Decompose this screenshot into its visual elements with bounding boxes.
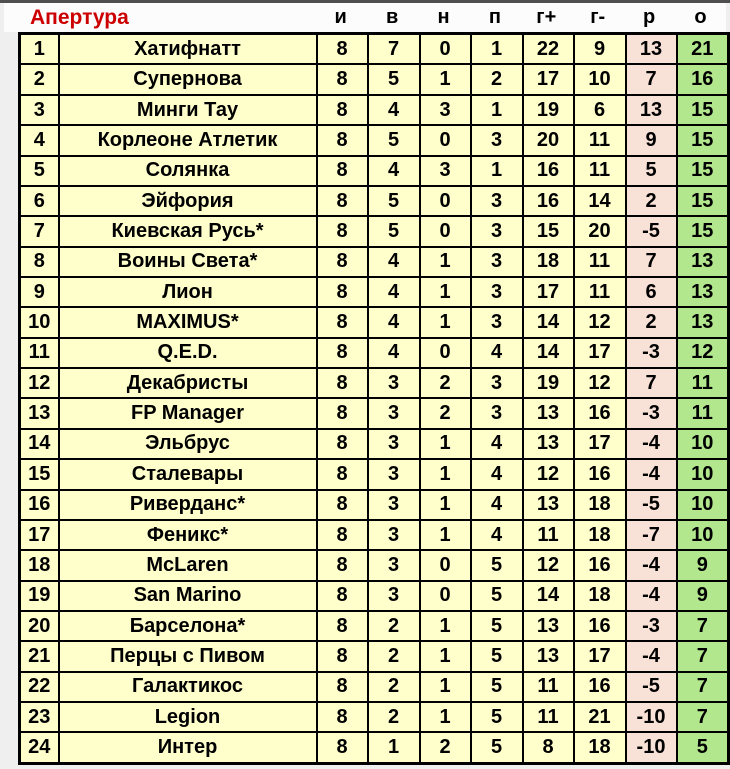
wins-cell: 1 [368, 732, 420, 763]
rank-cell: 7 [20, 216, 59, 246]
games-cell: 8 [317, 277, 368, 307]
goal-diff-cell: -4 [626, 550, 677, 580]
goal-diff-cell: -3 [626, 398, 677, 428]
wins-cell: 2 [368, 672, 420, 702]
goals-against-cell: 11 [574, 277, 626, 307]
wins-cell: 5 [368, 186, 420, 216]
draws-cell: 1 [420, 64, 471, 94]
goals-for-cell: 13 [523, 490, 574, 520]
goals-against-cell: 18 [574, 732, 626, 763]
goals-for-cell: 22 [523, 34, 574, 65]
goal-diff-cell: 9 [626, 125, 677, 155]
goal-diff-cell: -3 [626, 611, 677, 641]
points-cell: 9 [677, 550, 729, 580]
goals-against-cell: 18 [574, 490, 626, 520]
team-name-cell: Галактикос [59, 672, 317, 702]
draws-cell: 2 [420, 368, 471, 398]
standings-body [20, 34, 729, 764]
losses-cell: 3 [471, 125, 523, 155]
goals-for-cell: 11 [523, 702, 574, 732]
goals-against-cell: 6 [574, 95, 626, 125]
rank-cell: 8 [20, 247, 59, 277]
losses-cell: 4 [471, 459, 523, 489]
games-cell: 8 [317, 702, 368, 732]
points-cell: 16 [677, 64, 729, 94]
table-row [20, 95, 729, 125]
table-row [20, 702, 729, 732]
games-cell: 8 [317, 520, 368, 550]
rank-cell: 24 [20, 732, 59, 763]
goals-against-cell: 11 [574, 156, 626, 186]
points-cell: 9 [677, 581, 729, 611]
points-cell: 15 [677, 125, 729, 155]
rank-cell: 1 [20, 34, 59, 65]
goals-against-cell: 18 [574, 520, 626, 550]
points-cell: 10 [677, 459, 729, 489]
rank-cell: 22 [20, 672, 59, 702]
wins-cell: 2 [368, 702, 420, 732]
games-cell: 8 [317, 641, 368, 671]
goals-against-cell: 12 [574, 307, 626, 337]
points-cell: 12 [677, 338, 729, 368]
wins-cell: 3 [368, 520, 420, 550]
table-row [20, 611, 729, 641]
goals-for-cell: 12 [523, 459, 574, 489]
draws-cell: 1 [420, 611, 471, 641]
points-cell: 7 [677, 641, 729, 671]
goals-against-cell: 17 [574, 338, 626, 368]
draws-cell: 3 [420, 95, 471, 125]
points-cell: 7 [677, 702, 729, 732]
points-cell: 5 [677, 732, 729, 763]
points-cell: 21 [677, 34, 729, 65]
rank-cell: 4 [20, 125, 59, 155]
rank-cell: 16 [20, 490, 59, 520]
points-cell: 7 [677, 611, 729, 641]
points-cell: 13 [677, 247, 729, 277]
losses-cell: 1 [471, 95, 523, 125]
draws-cell: 0 [420, 338, 471, 368]
league-stage-title: Апертура [30, 6, 129, 29]
goals-for-cell: 19 [523, 368, 574, 398]
wins-cell: 3 [368, 368, 420, 398]
standings-table [18, 32, 730, 765]
goals-against-cell: 14 [574, 186, 626, 216]
team-name-cell: Воины Света* [59, 247, 317, 277]
games-cell: 8 [317, 338, 368, 368]
goal-diff-cell: -4 [626, 581, 677, 611]
draws-cell: 1 [420, 520, 471, 550]
points-cell: 11 [677, 368, 729, 398]
losses-cell: 3 [471, 247, 523, 277]
team-name-cell: San Marino [59, 581, 317, 611]
goals-for-cell: 19 [523, 95, 574, 125]
points-cell: 10 [677, 520, 729, 550]
goals-for-cell: 17 [523, 64, 574, 94]
games-cell: 8 [317, 34, 368, 65]
wins-cell: 4 [368, 277, 420, 307]
goals-against-cell: 11 [574, 125, 626, 155]
goals-against-cell: 10 [574, 64, 626, 94]
column-header-wins: в [385, 6, 399, 28]
table-row [20, 581, 729, 611]
goals-against-cell: 17 [574, 429, 626, 459]
team-name-cell: Риверданс* [59, 490, 317, 520]
draws-cell: 3 [420, 156, 471, 186]
games-cell: 8 [317, 490, 368, 520]
losses-cell: 5 [471, 550, 523, 580]
games-cell: 8 [317, 307, 368, 337]
column-header-losses: п [488, 6, 501, 28]
games-cell: 8 [317, 95, 368, 125]
goal-diff-cell: -4 [626, 429, 677, 459]
wins-cell: 5 [368, 216, 420, 246]
wins-cell: 7 [368, 34, 420, 65]
goal-diff-cell: 7 [626, 247, 677, 277]
draws-cell: 1 [420, 307, 471, 337]
wins-cell: 3 [368, 550, 420, 580]
goals-for-cell: 14 [523, 307, 574, 337]
table-row [20, 732, 729, 763]
rank-cell: 6 [20, 186, 59, 216]
rank-cell: 19 [20, 581, 59, 611]
column-header-goals-for: г+ [536, 6, 557, 28]
wins-cell: 3 [368, 429, 420, 459]
draws-cell: 2 [420, 732, 471, 763]
goal-diff-cell: 13 [626, 95, 677, 125]
goals-for-cell: 17 [523, 277, 574, 307]
losses-cell: 5 [471, 581, 523, 611]
goals-for-cell: 12 [523, 550, 574, 580]
table-row [20, 125, 729, 155]
draws-cell: 1 [420, 490, 471, 520]
team-name-cell: Супернова [59, 64, 317, 94]
goals-against-cell: 12 [574, 368, 626, 398]
goals-against-cell: 9 [574, 34, 626, 65]
points-cell: 15 [677, 186, 729, 216]
games-cell: 8 [317, 398, 368, 428]
games-cell: 8 [317, 550, 368, 580]
wins-cell: 3 [368, 398, 420, 428]
rank-cell: 9 [20, 277, 59, 307]
rank-cell: 5 [20, 156, 59, 186]
goals-for-cell: 14 [523, 581, 574, 611]
goals-against-cell: 21 [574, 702, 626, 732]
games-cell: 8 [317, 429, 368, 459]
rank-cell: 12 [20, 368, 59, 398]
rank-cell: 21 [20, 641, 59, 671]
goal-diff-cell: -5 [626, 672, 677, 702]
table-row [20, 277, 729, 307]
table-row [20, 368, 729, 398]
team-name-cell: Барселона* [59, 611, 317, 641]
losses-cell: 5 [471, 702, 523, 732]
goals-against-cell: 16 [574, 672, 626, 702]
losses-cell: 2 [471, 64, 523, 94]
table-row [20, 247, 729, 277]
draws-cell: 1 [420, 702, 471, 732]
goal-diff-cell: 2 [626, 186, 677, 216]
team-name-cell: MAXIMUS* [59, 307, 317, 337]
goal-diff-cell: -4 [626, 459, 677, 489]
rank-cell: 18 [20, 550, 59, 580]
points-cell: 7 [677, 672, 729, 702]
rank-cell: 14 [20, 429, 59, 459]
points-cell: 13 [677, 277, 729, 307]
goals-for-cell: 8 [523, 732, 574, 763]
losses-cell: 3 [471, 368, 523, 398]
rank-cell: 3 [20, 95, 59, 125]
table-row [20, 34, 729, 65]
losses-cell: 5 [471, 732, 523, 763]
goal-diff-cell: 2 [626, 307, 677, 337]
rank-cell: 17 [20, 520, 59, 550]
draws-cell: 0 [420, 34, 471, 65]
points-cell: 15 [677, 156, 729, 186]
wins-cell: 2 [368, 641, 420, 671]
column-header-draws: н [437, 6, 450, 28]
wins-cell: 4 [368, 156, 420, 186]
draws-cell: 1 [420, 672, 471, 702]
draws-cell: 0 [420, 550, 471, 580]
rank-cell: 11 [20, 338, 59, 368]
games-cell: 8 [317, 64, 368, 94]
table-row [20, 429, 729, 459]
team-name-cell: Хатифнатт [59, 34, 317, 65]
table-row [20, 490, 729, 520]
goals-for-cell: 18 [523, 247, 574, 277]
goals-for-cell: 11 [523, 520, 574, 550]
goals-against-cell: 18 [574, 581, 626, 611]
points-cell: 10 [677, 429, 729, 459]
goals-against-cell: 20 [574, 216, 626, 246]
goals-for-cell: 11 [523, 672, 574, 702]
games-cell: 8 [317, 156, 368, 186]
team-name-cell: FP Manager [59, 398, 317, 428]
goal-diff-cell: -3 [626, 338, 677, 368]
team-name-cell: Лион [59, 277, 317, 307]
table-row [20, 216, 729, 246]
team-name-cell: Эльбрус [59, 429, 317, 459]
points-cell: 10 [677, 490, 729, 520]
games-cell: 8 [317, 732, 368, 763]
points-cell: 15 [677, 216, 729, 246]
points-cell: 15 [677, 95, 729, 125]
draws-cell: 1 [420, 459, 471, 489]
team-name-cell: Сталевары [59, 459, 317, 489]
wins-cell: 5 [368, 64, 420, 94]
games-cell: 8 [317, 125, 368, 155]
table-row [20, 338, 729, 368]
column-header-points: о [694, 6, 707, 28]
draws-cell: 1 [420, 429, 471, 459]
table-row [20, 550, 729, 580]
losses-cell: 3 [471, 307, 523, 337]
wins-cell: 4 [368, 247, 420, 277]
table-row [20, 398, 729, 428]
goal-diff-cell: -10 [626, 732, 677, 763]
games-cell: 8 [317, 459, 368, 489]
goal-diff-cell: 13 [626, 34, 677, 65]
goals-for-cell: 15 [523, 216, 574, 246]
goals-against-cell: 16 [574, 550, 626, 580]
table-row [20, 307, 729, 337]
team-name-cell: Эйфория [59, 186, 317, 216]
goal-diff-cell: 5 [626, 156, 677, 186]
games-cell: 8 [317, 368, 368, 398]
points-cell: 11 [677, 398, 729, 428]
goals-for-cell: 16 [523, 186, 574, 216]
goal-diff-cell: -5 [626, 490, 677, 520]
games-cell: 8 [317, 581, 368, 611]
goals-for-cell: 13 [523, 611, 574, 641]
losses-cell: 5 [471, 672, 523, 702]
wins-cell: 3 [368, 459, 420, 489]
losses-cell: 4 [471, 429, 523, 459]
table-header-row [4, 3, 726, 32]
goal-diff-cell: -5 [626, 216, 677, 246]
table-row [20, 186, 729, 216]
team-name-cell: Корлеоне Атлетик [59, 125, 317, 155]
games-cell: 8 [317, 611, 368, 641]
draws-cell: 1 [420, 641, 471, 671]
goal-diff-cell: -4 [626, 641, 677, 671]
goals-for-cell: 13 [523, 398, 574, 428]
wins-cell: 2 [368, 611, 420, 641]
table-row [20, 641, 729, 671]
team-name-cell: Интер [59, 732, 317, 763]
team-name-cell: Декабристы [59, 368, 317, 398]
goals-for-cell: 14 [523, 338, 574, 368]
losses-cell: 4 [471, 338, 523, 368]
goal-diff-cell: 7 [626, 64, 677, 94]
goals-against-cell: 16 [574, 611, 626, 641]
losses-cell: 3 [471, 186, 523, 216]
table-row [20, 672, 729, 702]
wins-cell: 3 [368, 490, 420, 520]
team-name-cell: Киевская Русь* [59, 216, 317, 246]
column-header-games: и [334, 6, 347, 28]
games-cell: 8 [317, 672, 368, 702]
losses-cell: 3 [471, 216, 523, 246]
wins-cell: 5 [368, 125, 420, 155]
table-row [20, 64, 729, 94]
draws-cell: 0 [420, 216, 471, 246]
team-name-cell: Перцы с Пивом [59, 641, 317, 671]
goal-diff-cell: -7 [626, 520, 677, 550]
team-name-cell: McLaren [59, 550, 317, 580]
goals-against-cell: 16 [574, 459, 626, 489]
losses-cell: 3 [471, 398, 523, 428]
rank-cell: 2 [20, 64, 59, 94]
goal-diff-cell: 7 [626, 368, 677, 398]
games-cell: 8 [317, 247, 368, 277]
goals-for-cell: 20 [523, 125, 574, 155]
team-name-cell: Q.E.D. [59, 338, 317, 368]
column-header-goal-diff: р [642, 6, 656, 28]
column-header-goals-against: г- [590, 6, 606, 28]
table-row [20, 156, 729, 186]
losses-cell: 1 [471, 34, 523, 65]
draws-cell: 1 [420, 247, 471, 277]
wins-cell: 4 [368, 338, 420, 368]
losses-cell: 3 [471, 277, 523, 307]
losses-cell: 4 [471, 490, 523, 520]
goals-against-cell: 16 [574, 398, 626, 428]
goals-against-cell: 11 [574, 247, 626, 277]
losses-cell: 5 [471, 611, 523, 641]
draws-cell: 0 [420, 186, 471, 216]
rank-cell: 10 [20, 307, 59, 337]
rank-cell: 15 [20, 459, 59, 489]
losses-cell: 5 [471, 641, 523, 671]
goals-against-cell: 17 [574, 641, 626, 671]
wins-cell: 4 [368, 307, 420, 337]
team-name-cell: Минги Тау [59, 95, 317, 125]
points-cell: 13 [677, 307, 729, 337]
team-name-cell: Legion [59, 702, 317, 732]
goals-for-cell: 16 [523, 156, 574, 186]
table-row [20, 520, 729, 550]
draws-cell: 0 [420, 581, 471, 611]
goals-for-cell: 13 [523, 641, 574, 671]
wins-cell: 3 [368, 581, 420, 611]
rank-cell: 23 [20, 702, 59, 732]
goal-diff-cell: -10 [626, 702, 677, 732]
games-cell: 8 [317, 186, 368, 216]
losses-cell: 4 [471, 520, 523, 550]
team-name-cell: Феникс* [59, 520, 317, 550]
losses-cell: 1 [471, 156, 523, 186]
rank-cell: 20 [20, 611, 59, 641]
goals-for-cell: 13 [523, 429, 574, 459]
table-row [20, 459, 729, 489]
goal-diff-cell: 6 [626, 277, 677, 307]
draws-cell: 2 [420, 398, 471, 428]
games-cell: 8 [317, 216, 368, 246]
rank-cell: 13 [20, 398, 59, 428]
wins-cell: 4 [368, 95, 420, 125]
draws-cell: 1 [420, 277, 471, 307]
team-name-cell: Солянка [59, 156, 317, 186]
draws-cell: 0 [420, 125, 471, 155]
